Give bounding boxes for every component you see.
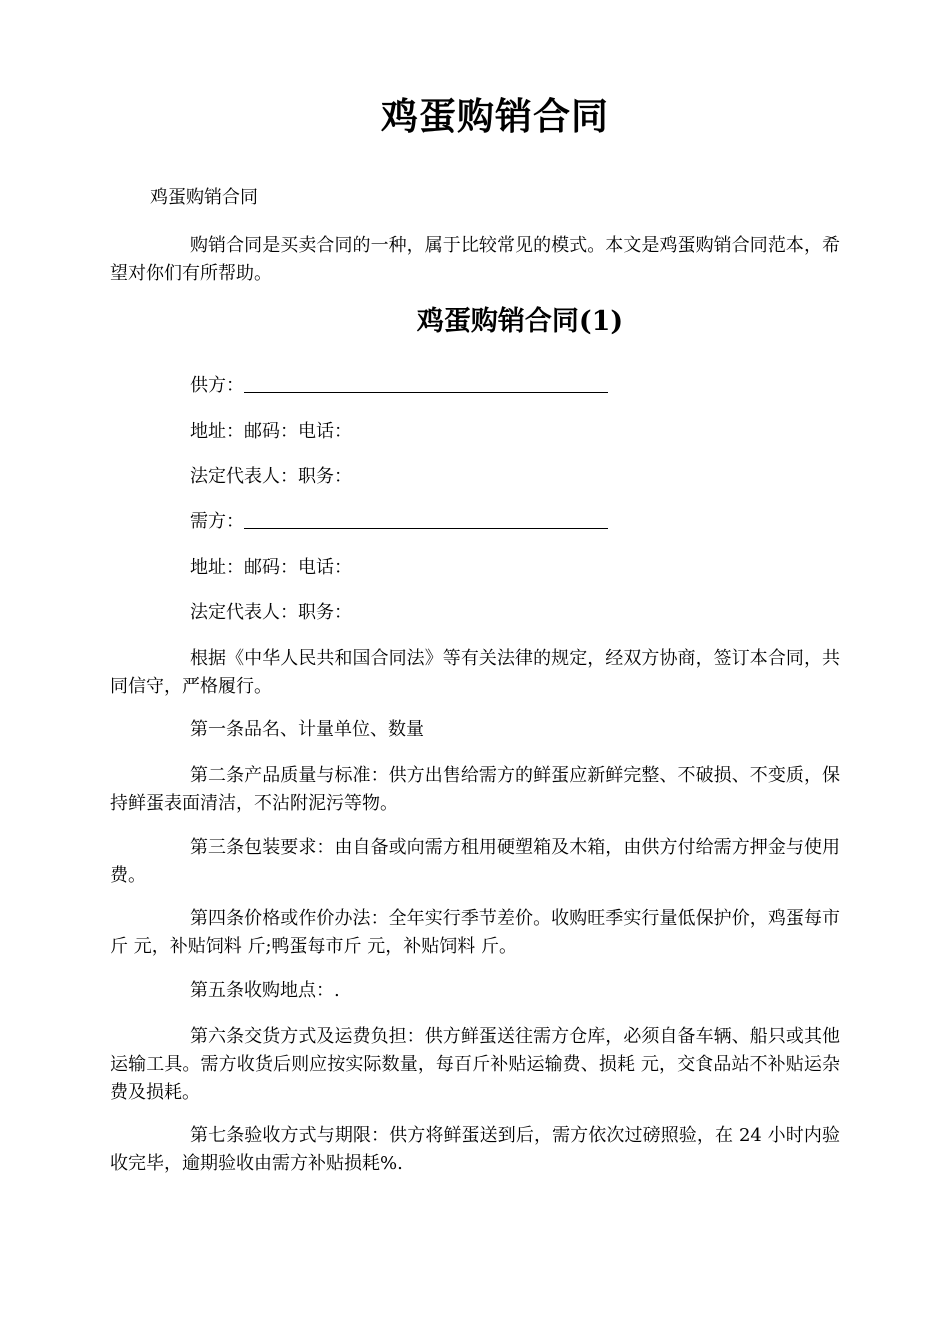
buyer-line <box>190 508 608 536</box>
supplier-representative: 法定代表人：职务： <box>190 466 352 487</box>
buyer-blank <box>244 508 608 529</box>
intro-heading: 鸡蛋购销合同 <box>150 187 258 208</box>
supplier-label: 供方： <box>190 375 244 396</box>
buyer-address: 地址：邮码：电话： <box>190 557 352 578</box>
supplier-line <box>190 372 608 400</box>
preamble-paragraph: 根据《中华人民共和国合同法》等有关法律的规定，经双方协商，签订本合同，共同信守，严格履行。 <box>110 648 840 697</box>
supplier-blank <box>244 372 608 393</box>
article-2: 第二条产品质量与标准：供方出售给需方的鲜蛋应新鲜完整、不破损、不变质，保持鲜蛋表面清洁，不沾附泥污等物。 <box>110 765 840 814</box>
buyer-label: 需方： <box>190 511 244 532</box>
article-1: 第一条品名、计量单位、数量 <box>190 719 424 740</box>
article-6: 第六条交货方式及运费负担：供方鲜蛋送往需方仓库，必须自备车辆、船只或其他运输工具。需方收货后则应按实际数量，每百斤补贴运输费、损耗 元，交食品站不补贴运杂费及损耗。 <box>110 1026 840 1103</box>
section-title: 鸡蛋购销合同(1) <box>416 306 624 337</box>
buyer-representative: 法定代表人：职务： <box>190 602 352 623</box>
document-title: 鸡蛋购销合同 <box>381 94 609 138</box>
article-3: 第三条包装要求：由自备或向需方租用硬塑箱及木箱，由供方付给需方押金与使用费。 <box>110 837 840 886</box>
article-4: 第四条价格或作价办法：全年实行季节差价。收购旺季实行量低保护价，鸡蛋每市斤 元，补贴饲料 斤;鸭蛋每市斤 元，补贴饲料 斤。 <box>110 908 840 957</box>
supplier-address: 地址：邮码：电话： <box>190 421 352 442</box>
article-5: 第五条收购地点：. <box>190 980 340 1001</box>
article-7: 第七条验收方式与期限：供方将鲜蛋送到后，需方依次过磅照验，在 24 小时内验收完毕，逾期验收由需方补贴损耗%. <box>110 1125 840 1174</box>
intro-paragraph: 购销合同是买卖合同的一种，属于比较常见的模式。本文是鸡蛋购销合同范本，希望对你们有所帮助。 <box>110 235 840 284</box>
